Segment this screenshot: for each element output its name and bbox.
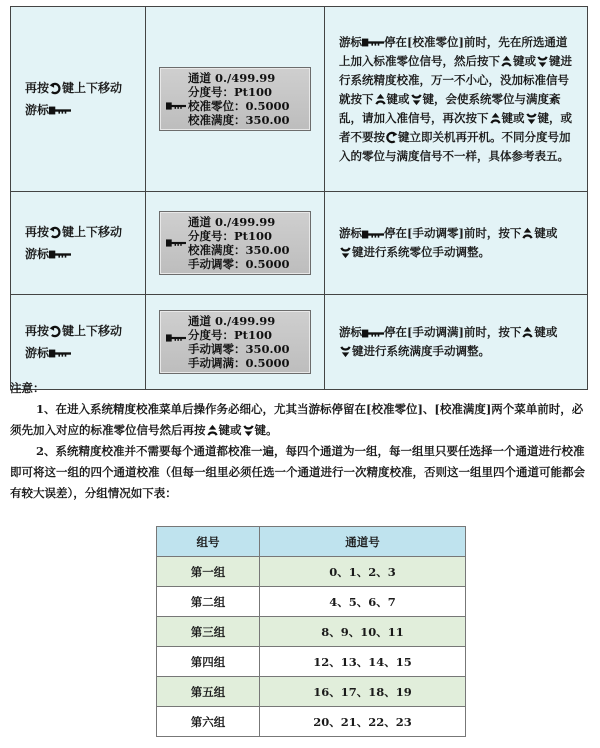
- table-row: [157, 647, 466, 677]
- lcd-line: 手动调满：0.5000: [188, 356, 290, 370]
- group-cell: 第三组: [157, 617, 260, 647]
- description-cell: [325, 295, 588, 390]
- channel-cell: 16、17、18、19: [260, 677, 466, 707]
- key-cursor-icon: [166, 334, 186, 342]
- cycle-move-icon: [49, 226, 62, 239]
- note-text: 键或: [218, 423, 242, 437]
- notes-section: [10, 378, 590, 504]
- procedure-row: [11, 192, 588, 295]
- group-cell: 第四组: [157, 647, 260, 677]
- desc-text: 键或: [534, 325, 558, 339]
- key-cursor-icon: [166, 102, 186, 110]
- back-key-icon: [385, 131, 398, 144]
- up-arrow-key-icon: [374, 93, 387, 106]
- desc-text: 键，或者不要按: [339, 110, 572, 144]
- procedure-row: [11, 295, 588, 390]
- lcd-display: [159, 310, 311, 374]
- channel-cell: 12、13、14、15: [260, 647, 466, 677]
- key-cursor-icon: [166, 239, 186, 247]
- up-arrow-key-icon: [521, 227, 534, 240]
- table-row: [157, 557, 466, 587]
- procedure-table: [10, 6, 588, 390]
- table-row: [157, 617, 466, 647]
- group-table-header: [157, 527, 466, 557]
- up-arrow-key-icon: [206, 424, 219, 437]
- desc-text: 键进行系统满度手动调整。: [352, 344, 490, 358]
- procedure-row: [11, 7, 588, 192]
- cycle-move-icon: [49, 325, 62, 338]
- instruction-text: 键上下移动: [62, 324, 123, 338]
- lcd-line: 手动调零：0.5000: [188, 257, 290, 271]
- desc-text: 游标: [339, 34, 362, 49]
- instruction-text: 再按: [25, 324, 50, 338]
- display-cell: [146, 295, 325, 390]
- instruction-text: 游标: [25, 103, 50, 117]
- channel-cell: 8、9、10、11: [260, 617, 466, 647]
- up-arrow-key-icon: [521, 326, 534, 339]
- note-text: 键。: [254, 423, 278, 437]
- desc-text: 停在[手动调零]前时，按下: [384, 226, 522, 240]
- desc-text: 停在[校准零位]前时，先在所选通道上加入标准零位信号，然后按下: [339, 34, 568, 68]
- cycle-move-icon: [49, 82, 62, 95]
- key-cursor-icon: [49, 106, 71, 115]
- desc-text: 键立即关机再开机。不同分度号加入的零位与满度信号不一样，具体参考表五。: [339, 129, 571, 163]
- key-cursor-icon: [362, 329, 384, 338]
- group-cell: 第二组: [157, 587, 260, 617]
- desc-text: 游标: [339, 325, 362, 339]
- instruction-text: 游标: [25, 247, 50, 261]
- lcd-line: 分度号：Pt100: [188, 85, 272, 99]
- desc-text: 键或: [386, 91, 410, 106]
- lcd-line: 通道 0./499.99: [188, 71, 276, 85]
- lcd-display: [159, 211, 311, 275]
- key-cursor-icon: [362, 230, 384, 239]
- up-arrow-key-icon: [500, 55, 513, 68]
- up-arrow-key-icon: [489, 112, 502, 125]
- table-row: [157, 707, 466, 737]
- desc-text: 键或: [501, 110, 525, 125]
- display-cell: [146, 192, 325, 295]
- down-arrow-key-icon: [410, 93, 423, 106]
- column-header: 组号: [157, 527, 260, 557]
- note-2: 2、系统精度校准并不需要每个通道都校准一遍，每四个通道为一组，每一组里只要任选择一个通道进行校准即可将这一组的四个通道校准（但每一组里必须任选一个通道进行一次精度校准，否则这一组里四个通道可能都会有较大误差），分组情况如下表：: [10, 444, 585, 500]
- key-cursor-icon: [49, 250, 71, 259]
- group-cell: 第六组: [157, 707, 260, 737]
- desc-text: 键或: [534, 226, 558, 240]
- lcd-line: 手动调零：350.00: [188, 342, 290, 356]
- description-cell: [325, 7, 588, 192]
- desc-text: 停在[手动调满]前时，按下: [384, 325, 522, 339]
- lcd-line: 通道 0./499.99: [188, 215, 276, 229]
- instruction-cell: [11, 7, 146, 192]
- channel-cell: 4、5、6、7: [260, 587, 466, 617]
- note-1: [10, 399, 590, 441]
- channel-cell: 20、21、22、23: [260, 707, 466, 737]
- desc-text: 键或: [513, 53, 536, 68]
- description-cell: [325, 192, 588, 295]
- display-cell: [146, 7, 325, 192]
- lcd-display: [159, 67, 311, 131]
- channel-cell: 0、1、2、3: [260, 557, 466, 587]
- table-row: [157, 677, 466, 707]
- down-arrow-key-icon: [536, 55, 549, 68]
- instruction-text: 键上下移动: [62, 225, 123, 239]
- lcd-line: 分度号：Pt100: [188, 229, 272, 243]
- lcd-line: 校准零位：0.5000: [188, 99, 290, 113]
- key-cursor-icon: [362, 38, 384, 47]
- down-arrow-key-icon: [339, 246, 352, 259]
- lcd-line: 分度号：Pt100: [188, 328, 272, 342]
- group-cell: 第五组: [157, 677, 260, 707]
- instruction-cell: [11, 192, 146, 295]
- instruction-text: 游标: [25, 346, 50, 360]
- down-arrow-key-icon: [525, 112, 538, 125]
- key-cursor-icon: [49, 349, 71, 358]
- instruction-text: 再按: [25, 81, 50, 95]
- group-cell: 第一组: [157, 557, 260, 587]
- group-table: [156, 526, 466, 737]
- lcd-line: 校准满度：350.00: [188, 113, 290, 127]
- lcd-line: 通道 0./499.99: [188, 314, 276, 328]
- desc-text: 游标: [339, 226, 362, 240]
- table-row: [157, 587, 466, 617]
- down-arrow-key-icon: [339, 345, 352, 358]
- desc-text: 键进行系统精度校准，万一不小心，没加标准信号就按下: [339, 53, 572, 106]
- note-text: 1、在进入系统精度校准菜单后操作务必细心，尤其当游标停留在[校准零位]、[校准满度]两个菜单前时，必须先加入对应的标准零位信号然后再按: [10, 402, 584, 437]
- instruction-text: 键上下移动: [62, 81, 123, 95]
- column-header: 通道号: [260, 527, 466, 557]
- down-arrow-key-icon: [242, 424, 255, 437]
- desc-text: 键，会使系统零位与满度紊乱，请加入准信号，再次按下: [339, 91, 561, 125]
- lcd-line: 校准满度：350.00: [188, 243, 290, 257]
- desc-text: 键进行系统零位手动调整。: [352, 245, 490, 259]
- notes-title: 注意：: [10, 381, 45, 395]
- instruction-cell: [11, 295, 146, 390]
- instruction-text: 再按: [25, 225, 50, 239]
